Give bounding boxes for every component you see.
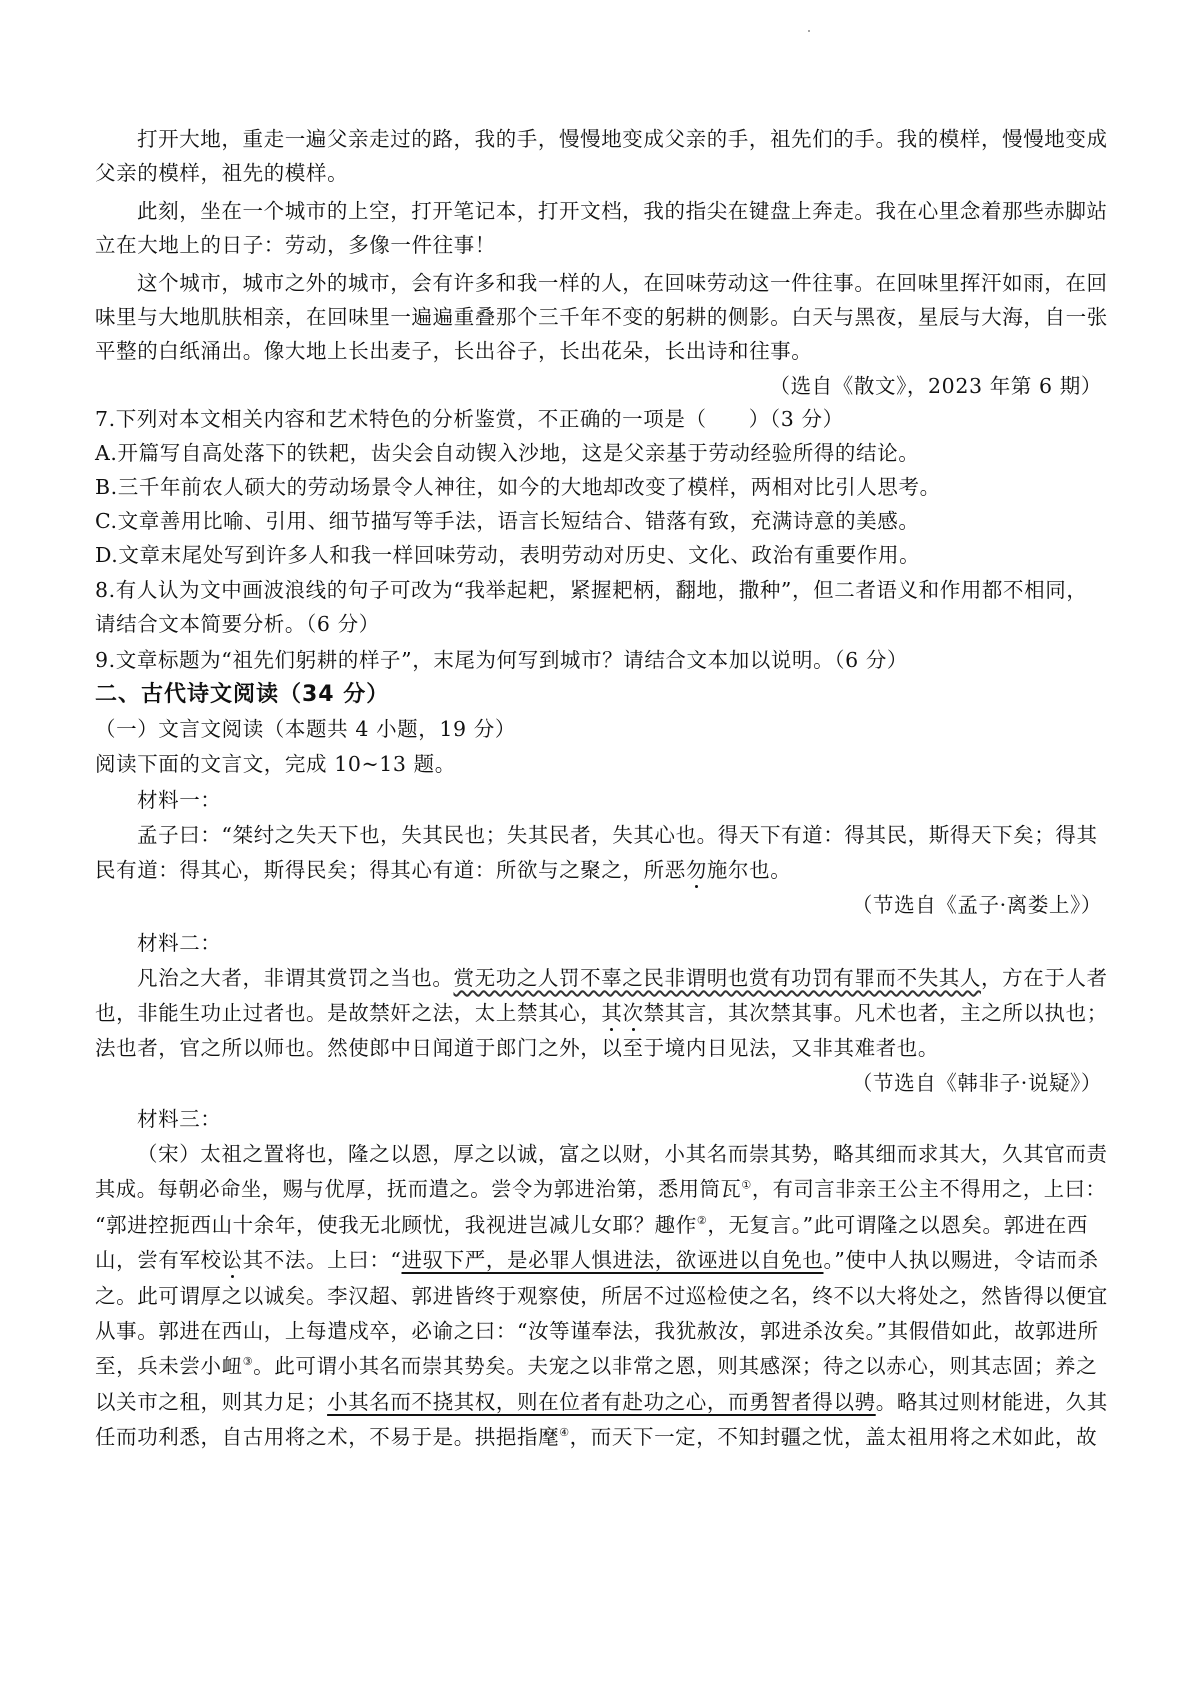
material-2-line: 也，非能生功止过者也。是故禁奸之法，太上禁其心，其次禁其言，其次禁其事。凡术也者，主之所以执也； xyxy=(95,1001,1108,1025)
dotted-char: 勿 xyxy=(685,858,707,882)
wavy-underlined-sentence: 赏无功之人罚不辜之民非谓明也赏有功罚有罪而不失其人 xyxy=(453,966,981,990)
material-label: 材料三： xyxy=(137,1107,222,1131)
passage-line: 打开大地，重走一遍父亲走过的路，我的手，慢慢地变成父亲的手，祖先们的手。我的模样，慢慢地变成 xyxy=(137,127,1108,151)
dotted-char: 讼 xyxy=(221,1248,243,1272)
material-3-line: 其成。每朝必命坐，赐与优厚，抚而遣之。尝令为郭进治第，悉用筒瓦①，有司言非亲王公主不得用之，上曰： xyxy=(95,1177,1107,1201)
material-3-line: “郭进控扼西山十余年，使我无北顾忧，我视进岂减儿女耶？趣作②，无复言。”此可谓隆之以恩矣。郭进在西 xyxy=(95,1213,1088,1237)
footnote-marker: ③ xyxy=(242,1355,254,1369)
subsection-heading: （一）文言文阅读（本题共 4 小题，19 分） xyxy=(95,717,516,741)
material-3-line: 山，尝有军校讼其不法。上曰：“进驭下严，是必罪人惧进法，欲诬进以自免也。”使中人执以赐进，令诘而杀 xyxy=(95,1248,1099,1272)
question-7: 7.下列对本文相关内容和艺术特色的分析鉴赏，不正确的一项是（ ）（3 分） xyxy=(95,407,844,431)
passage-line: 这个城市，城市之外的城市，会有许多和我一样的人，在回味劳动这一件往事。在回味里挥汗如雨，在回 xyxy=(137,271,1108,295)
material-3-line: 以关市之租，则其力足；小其名而不挠其权，则在位者有赴功之心，而勇智者得以骋。略其过则材能进，久其 xyxy=(95,1390,1108,1414)
passage-line: 父亲的模样，祖先的模样。 xyxy=(95,161,349,185)
section-heading: 二、古代诗文阅读（34 分） xyxy=(95,682,390,707)
instruction: 阅读下面的文言文，完成 10~13 题。 xyxy=(95,752,456,776)
question-9: 9.文章标题为“祖先们躬耕的样子”，末尾为何写到城市？请结合文本加以说明。（6 分） xyxy=(95,648,909,672)
material-3-line: （宋）太祖之置将也，隆之以恩，厚之以诚，富之以财，小其名而崇其势，略其细而求其大，久其官而责 xyxy=(137,1142,1108,1166)
material-2-source: （节选自《韩非子·说疑》） xyxy=(851,1071,1102,1095)
dotted-char: 次 xyxy=(622,1001,644,1025)
passage-line: 味里与大地肌肤相亲，在回味里一遍遍重叠那个三千年不变的躬耕的侧影。白天与黑夜，星辰与大海，自一张 xyxy=(95,305,1108,329)
question-7-option-a: A.开篇写自高处落下的铁耙，齿尖会自动锲入沙地，这是父亲基于劳动经验所得的结论。 xyxy=(95,441,920,465)
material-1-line: 孟子曰：“桀纣之失天下也，失其民也；失其民者，失其心也。得天下有道：得其民，斯得天下矣；得其 xyxy=(137,823,1098,847)
material-3-line: 任而功利悉，自古用将之术，不易于是。拱挹指麾④，而天下一定，不知封疆之忧，盖太祖用将之术如此，故 xyxy=(95,1425,1098,1449)
footnote-marker: ④ xyxy=(559,1426,570,1440)
material-3-line: 至，兵未尝小衄③。此可谓小其名而崇其势矣。夫宠之以非常之恩，则其感深；待之以赤心，则其志固；养之 xyxy=(95,1354,1098,1378)
scan-dot xyxy=(808,30,810,32)
underlined-sentence: 小其名而不挠其权，则在位者有赴功之心，而勇智者得以骋 xyxy=(327,1390,876,1414)
question-7-option-b: B.三千年前农人硕大的劳动场景令人神往，如今的大地却改变了模样，两相对比引人思考。 xyxy=(95,475,941,499)
material-label: 材料二： xyxy=(137,931,222,955)
material-1-line: 民有道：得其心，斯得民矣；得其心有道：所欲与之聚之，所恶勿施尔也。 xyxy=(95,858,792,882)
question-7-option-d: D.文章末尾处写到许多人和我一样回味劳动，表明劳动对历史、文化、政治有重要作用。 xyxy=(95,543,921,567)
material-label: 材料一： xyxy=(137,788,222,812)
passage-line: 立在大地上的日子：劳动，多像一件往事！ xyxy=(95,233,496,257)
dotted-char: 其 xyxy=(601,1001,623,1025)
material-2-line: 法也者，官之所以师也。然使郎中日闻道于郎门之外，以至于境内日见法，又非其难者也。 xyxy=(95,1036,939,1060)
footnote-marker: ② xyxy=(696,1214,708,1228)
question-8-cont: 请结合文本简要分析。（6 分） xyxy=(95,612,380,636)
passage-source: （选自《散文》，2023 年第 6 期） xyxy=(769,374,1102,398)
passage-line: 此刻，坐在一个城市的上空，打开笔记本，打开文档，我的指尖在键盘上奔走。我在心里念着那些赤脚站 xyxy=(137,199,1108,223)
question-7-option-c: C.文章善用比喻、引用、细节描写等手法，语言长短结合、错落有致，充满诗意的美感。 xyxy=(95,509,920,533)
question-8: 8.有人认为文中画波浪线的句子可改为“我举起耙，紧握耙柄，翻地，撒种”，但二者语义和作用都不相同， xyxy=(95,578,1088,602)
footnote-marker: ① xyxy=(741,1178,752,1192)
material-2-line: 凡治之大者，非谓其赏罚之当也。赏无功之人罚不辜之民非谓明也赏有功罚有罪而不失其人，方在于人者 xyxy=(137,966,1108,990)
underlined-sentence: 进驭下严，是必罪人惧进法，欲诬进以自免也 xyxy=(401,1248,824,1272)
material-1-source: （节选自《孟子·离娄上》） xyxy=(851,893,1102,917)
material-3-line: 从事。郭进在西山，上每遣戍卒，必谕之曰：“汝等谨奉法，我犹赦汝，郭进杀汝矣。”其假借如此，故郭进所 xyxy=(95,1319,1099,1343)
passage-line: 平整的白纸涌出。像大地上长出麦子，长出谷子，长出花朵，长出诗和往事。 xyxy=(95,339,813,363)
material-3-line: 之。此可谓厚之以诚矣。李汉超、郭进皆终于观察使，所居不过巡检使之名，终不以大将处之，然皆得以便宜 xyxy=(95,1284,1108,1308)
